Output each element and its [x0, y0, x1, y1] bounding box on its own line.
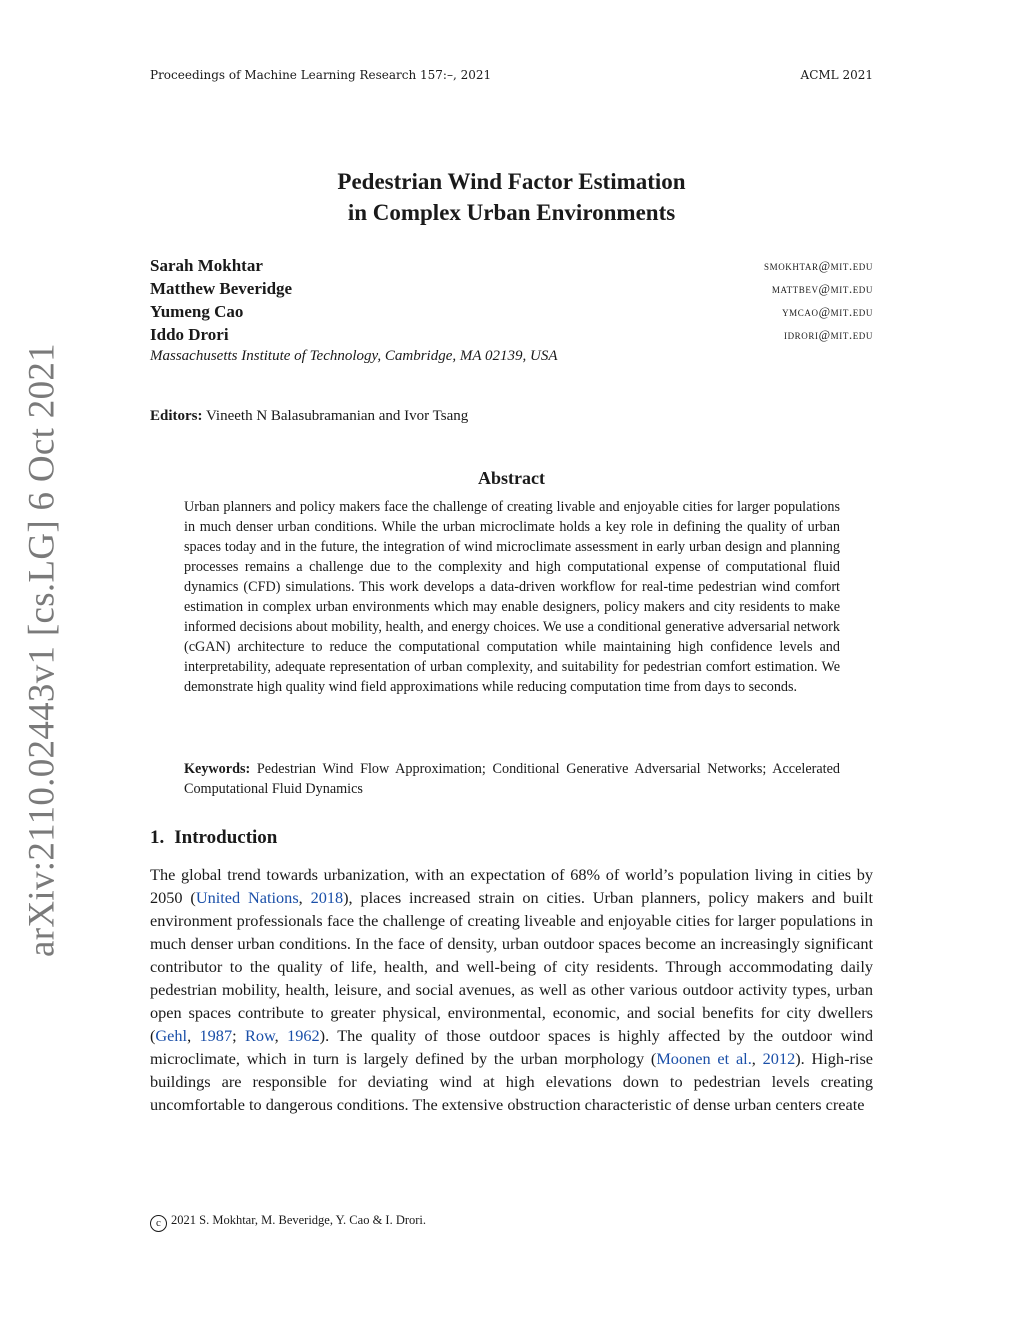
citation-link[interactable]: 1987 — [199, 1026, 233, 1045]
arxiv-identifier: arXiv:2110.02443v1 [cs.LG] 6 Oct 2021 — [21, 343, 63, 957]
author-row — [150, 302, 873, 325]
author-name: Iddo Drori — [150, 325, 229, 344]
editors-label: Editors: — [150, 408, 203, 424]
keywords-list: Pedestrian Wind Flow Approximation; Conditional Generative Adversarial Networks; Accelerated Computational Fluid Dynamics — [184, 761, 840, 797]
citation-link[interactable]: Row — [244, 1026, 275, 1045]
section-number: 1. — [150, 827, 165, 848]
intro-text: ), places increased strain on cities. Urban planners, policy makers and built environment professionals face the challenge of creating liveable and enjoyable cities for larger populations in much denser urban conditions. In the face of density, urban outdoor spaces become an increasingly significant contributor to the quality of life, health, and well-being of city residents. Through accommodating daily pedestrian mobility, health, leisure, and social avenues, as well as other various outdoor activity types, urban open spaces contribute to greater physical, environmental, economic, and social benefits for city dwellers ( — [150, 888, 874, 1045]
abstract-text: Urban planners and policy makers face the challenge of creating livable and enjoyable cities for larger populations in much denser urban conditions. While the urban microclimate holds a key role in defining the quality of urban spaces today and in the future, the integration of wind microclimate assessment in early urban design and planning processes remains a challenge due to the complexity and high computational expense of computational fluid dynamics (CFD) simulations. This work develops a data-driven workflow for real-time pedestrian wind comfort estimation in complex urban environments which may enable designers, policy makers and city residents to make informed decisions about mobility, health, and energy choices. We use a conditional generative adversarial network (cGAN) architecture to reduce the computational computation while maintaining high confidence levels and interpretability, adequate representation of urban complexity, and suitability for pedestrian comfort estimation. We demonstrate high quality wind field approximations while reducing computation time from days to seconds. — [184, 499, 840, 695]
author-email: mattbev@mit.edu — [771, 282, 873, 296]
copyright-icon: c — [150, 1215, 167, 1232]
author-list — [150, 256, 873, 348]
citation-link[interactable]: United Nations — [195, 888, 299, 907]
running-head — [150, 68, 873, 84]
introduction-paragraph — [150, 863, 873, 1116]
intro-text: The global trend towards urbanization, with an expectation of 68% of world’s population living in cities by 2050 ( — [150, 865, 873, 907]
affiliation: Massachusetts Institute of Technology, Cambridge, MA 02139, USA — [150, 348, 558, 364]
author-name: Sarah Mokhtar — [150, 256, 263, 275]
author-name: Matthew Beveridge — [150, 279, 293, 298]
intro-text: ). The quality of those outdoor spaces is highly affected by the outdoor wind microclimate, which in turn is largely defined by the urban morphology ( — [150, 1026, 874, 1068]
author-email: idrori@mit.edu — [783, 328, 873, 342]
citation-link[interactable]: Gehl — [155, 1026, 188, 1045]
title-line-2: in Complex Urban Environments — [347, 200, 676, 225]
author-email: ymcao@mit.edu — [782, 305, 873, 319]
editors-names: Vineeth N Balasubramanian and Ivor Tsang — [205, 408, 469, 424]
section-title: Introduction — [174, 827, 278, 848]
author-row — [150, 256, 873, 279]
keywords-label: Keywords: — [184, 761, 251, 777]
citation-link[interactable]: Moonen et al. — [656, 1049, 752, 1068]
intro-text: , — [187, 1026, 200, 1045]
section-heading — [150, 827, 277, 849]
intro-text: , — [298, 888, 311, 907]
paper-title — [150, 166, 873, 228]
keywords — [184, 759, 840, 799]
editors-line — [150, 408, 468, 425]
author-row — [150, 279, 873, 302]
citation-link[interactable]: 2018 — [310, 888, 344, 907]
copyright-notice — [150, 1213, 426, 1232]
intro-text: ). High-rise buildings are responsible for deviating wind at high elevations down to pedestrian levels creating uncomfortable to dangerous conditions. The extensive obstruction characteristic of dense urban centers create — [150, 1049, 874, 1114]
intro-text: ; — [232, 1026, 245, 1045]
conference-name: ACML 2021 — [800, 68, 873, 82]
intro-text: , — [751, 1049, 763, 1068]
journal-reference: Proceedings of Machine Learning Research 157:–, 2021 — [150, 68, 492, 82]
author-name: Yumeng Cao — [150, 302, 244, 321]
abstract-heading: Abstract — [478, 468, 545, 488]
author-email: smokhtar@mit.edu — [763, 259, 873, 273]
citation-link[interactable]: 1962 — [287, 1026, 320, 1045]
title-line-1: Pedestrian Wind Factor Estimation — [337, 169, 686, 194]
citation-link[interactable]: 2012 — [762, 1049, 796, 1068]
intro-text: , — [274, 1026, 288, 1045]
copyright-text: 2021 S. Mokhtar, M. Beveridge, Y. Cao & I. Drori. — [171, 1213, 427, 1227]
author-row — [150, 325, 873, 348]
